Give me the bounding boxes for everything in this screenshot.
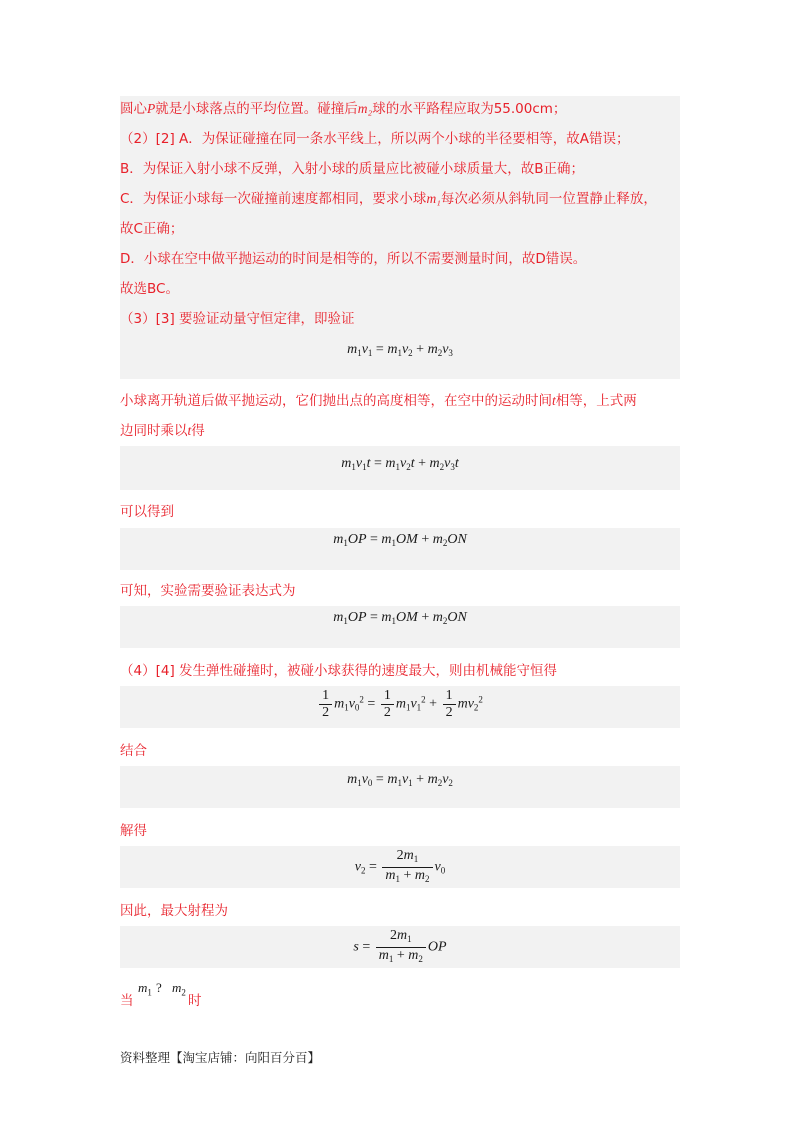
text-line-7: 故选BC。 [120, 281, 179, 297]
text-line-13: （4）[4] 发生弹性碰撞时，被碰小球获得的速度最大，则由机械能守恒得 [120, 663, 558, 679]
text-line-16: 因此，最大射程为 [120, 903, 228, 919]
equation-energy: $\frac{1}{2}$ $m_1v_0^2$ = $\frac{1}{2}$ $m_1v_1^2$ + $\frac{1}{2}$ $mv_2^2$ [120, 688, 680, 721]
text-line-3: B．为保证入射小球不反弹，入射小球的质量应比被碰小球质量大，故B正确； [120, 161, 585, 177]
text-line-10: 边同时乘以t得 [120, 423, 205, 439]
text-line-1: 圆心P就是小球落点的平均位置。碰撞后m₂球的水平路程应取为55.00cm； [120, 101, 567, 117]
text-line-12: 可知，实验需要验证表达式为 [120, 583, 296, 599]
text-line-14: 结合 [120, 743, 147, 759]
equation-distance-2: $m_1OP = m_1OM + m_2ON$ [333, 610, 467, 626]
text-line-15: 解得 [120, 823, 147, 839]
symbol-m1: $m_1$ [138, 980, 152, 998]
symbol-m2: $m_2$ [172, 980, 186, 998]
text-line-6: D．小球在空中做平抛运动的时间是相等的，所以不需要测量时间，故D错误。 [120, 251, 587, 267]
text-line-5: 故C正确； [120, 221, 184, 237]
equation-momentum-time: $m_1v_1t = m_1v_2t + m_2v_3t$ [341, 456, 459, 472]
text-line-9: 小球离开轨道后做平抛运动，它们抛出点的高度相等，在空中的运动时间t相等，上式两 [120, 393, 637, 409]
text-line-8: （3）[3] 要验证动量守恒定律，即验证 [120, 311, 355, 327]
text-line-17-start: 当 [120, 993, 134, 1009]
text-line-4: C．为保证小球每一次碰撞前速度都相同，要求小球m₁每次必须从斜轨同一位置静止释放， [120, 191, 657, 207]
footer-source: 资料整理【淘宝店铺：向阳百分百】 [120, 1050, 321, 1065]
equation-distance-1: $m_1OP = m_1OM + m_2ON$ [333, 532, 467, 548]
symbol-question: ? [156, 980, 162, 995]
equation-max-range: s = $\frac{2m_1}{m_1 + m_2}$ OP [120, 928, 680, 967]
equation-momentum-elastic: $m_1v_0 = m_1v_1 + m_2v_2$ [347, 772, 453, 788]
text-line-11: 可以得到 [120, 504, 174, 520]
text-line-2: （2）[2] A．为保证碰撞在同一条水平线上，所以两个小球的半径要相等，故A错误； [120, 131, 630, 147]
equation-momentum: $m_1v_1 = m_1v_2 + m_2v_3$ [347, 342, 453, 358]
equation-velocity: $v_2$ = $\frac{2m_1}{m_1 + m_2}$ $v_0$ [120, 848, 680, 887]
text-line-17-end: 时 [188, 993, 202, 1009]
